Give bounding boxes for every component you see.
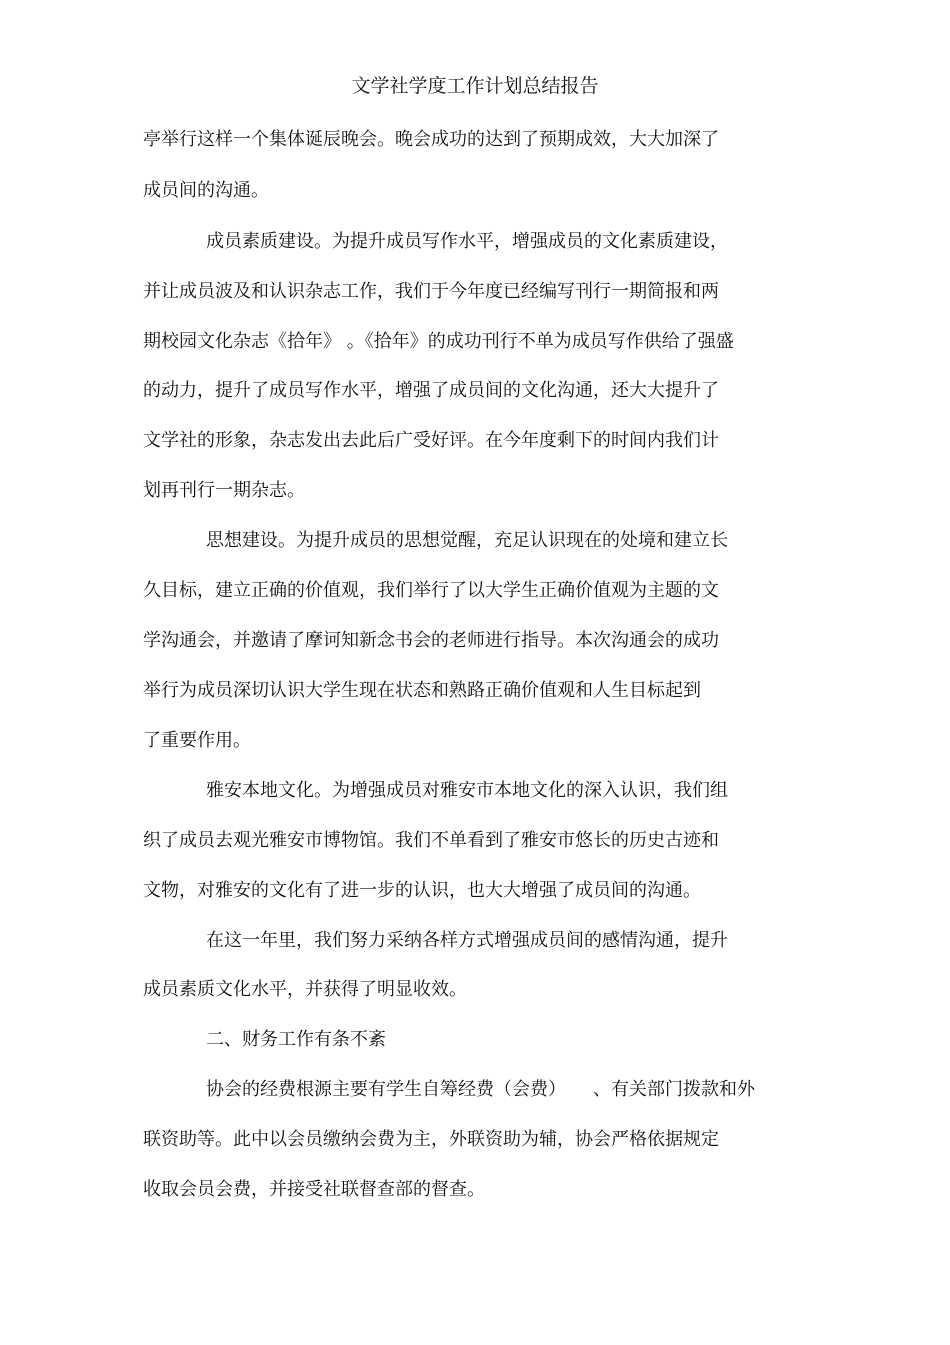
paragraph-start-line: 成员素质建设。为提升成员写作水平，增强成员的文化素质建设， <box>206 231 728 252</box>
text-line: 久目标，建立正确的价值观，我们举行了以大学生正确价值观为主题的文 <box>143 580 719 601</box>
text-line: 期校园文化杂志《拾年》 。《拾年》的成功刊行不单为成员写作供给了强盛 <box>143 331 734 352</box>
text-line: 联资助等。此中以会员缴纳会费为主，外联资助为辅，协会严格依据规定 <box>143 1129 719 1150</box>
text-line: 织了成员去观光雅安市博物馆。我们不单看到了雅安市悠长的历史古迹和 <box>143 830 719 851</box>
text-line: 亭举行这样一个集体诞辰晚会。晚会成功的达到了预期成效，大大加深了 <box>143 129 719 150</box>
paragraph-start-line: 雅安本地文化。为增强成员对雅安市本地文化的深入认识，我们组 <box>206 780 728 801</box>
text-line: 划再刊行一期杂志。 <box>143 480 305 501</box>
text-line: 的动力，提升了成员写作水平，增强了成员间的文化沟通，还大大提升了 <box>143 380 719 401</box>
text-line: 成员间的沟通。 <box>143 180 269 201</box>
text-line: 举行为成员深切认识大学生现在状态和熟路正确价值观和人生目标起到 <box>143 680 701 701</box>
text-line: 文物，对雅安的文化有了进一步的认识，也大大增强了成员间的沟通。 <box>143 880 701 901</box>
text-line: 学沟通会，并邀请了摩诃知新念书会的老师进行指导。本次沟通会的成功 <box>143 630 719 651</box>
document-title: 文学社学度工作计划总结报告 <box>351 75 599 97</box>
paragraph-start-line: 在这一年里，我们努力采纳各样方式增强成员间的感情沟通，提升 <box>206 930 728 951</box>
text-line: 成员素质文化水平，并获得了明显收效。 <box>143 979 467 1000</box>
text-line: 了重要作用。 <box>143 730 251 751</box>
section-heading: 二、财务工作有条不紊 <box>206 1029 386 1050</box>
paragraph-start-line: 思想建设。为提升成员的思想觉醒，充足认识现在的处境和建立长 <box>206 530 728 551</box>
text-line: 并让成员波及和认识杂志工作，我们于今年度已经编写刊行一期简报和两 <box>143 281 719 302</box>
text-line: 收取会员会费，并接受社联督查部的督查。 <box>143 1179 485 1200</box>
text-line: 文学社的形象，杂志发出去此后广受好评。在今年度剩下的时间内我们计 <box>143 430 719 451</box>
paragraph-start-line: 协会的经费根源主要有学生自筹经费（会费） 、有关部门拨款和外 <box>206 1079 755 1100</box>
